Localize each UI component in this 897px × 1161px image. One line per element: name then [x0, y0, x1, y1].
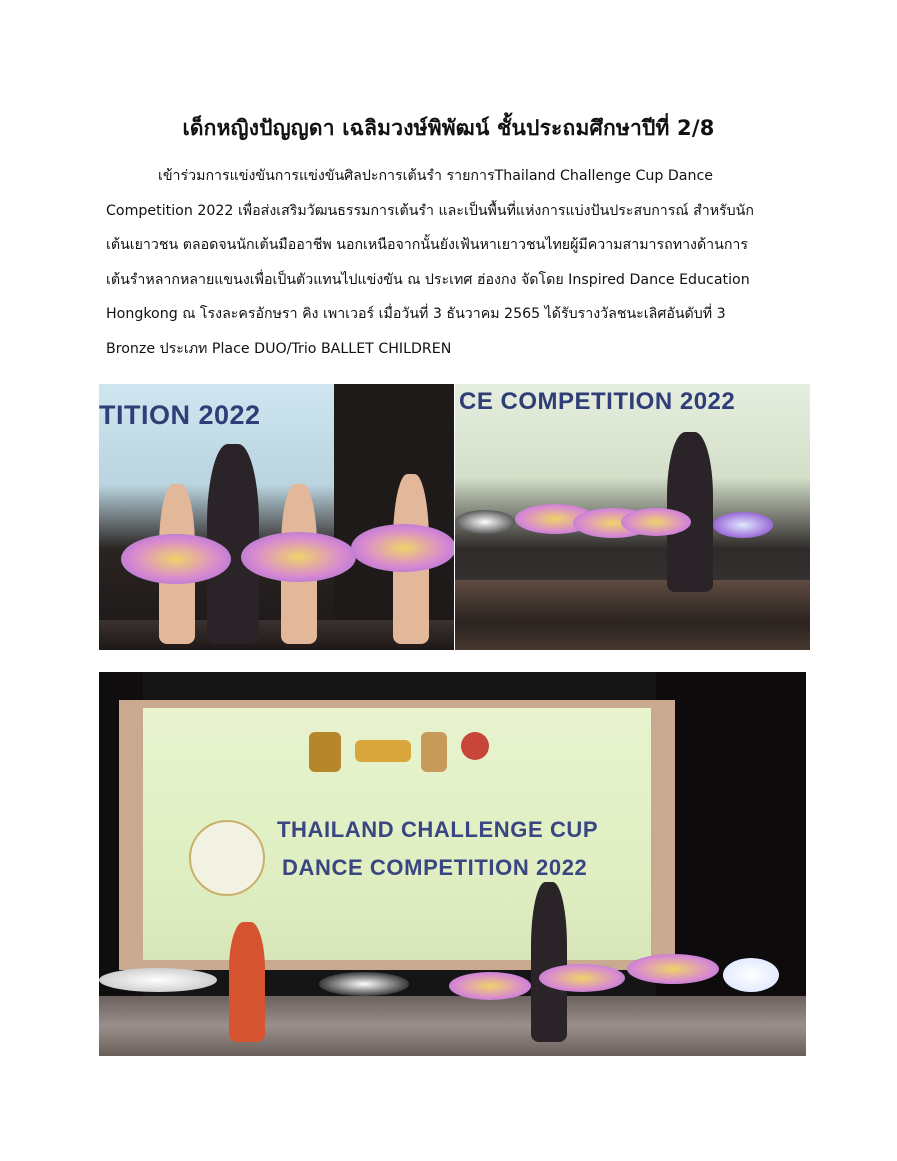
tutu — [351, 524, 454, 572]
ide-logo-icon — [461, 732, 489, 760]
tutu — [621, 508, 691, 536]
ministry-logo-icon — [355, 740, 411, 762]
emblem-logo-icon — [309, 732, 341, 772]
award-photo-3 — [99, 672, 806, 1056]
tutu — [99, 968, 217, 992]
paragraph-line: Bronze ประเภท Place DUO/Trio BALLET CHILDREN — [106, 340, 452, 357]
paragraph-line: เต้นเยาวชน ตลอดจนนักเต้นมืออาชีพ นอกเหนือจากนั้นยังเฟ้นหาเยาวชนไทยผู้มีความสามารถทางด้านการ — [106, 237, 749, 253]
performer-figure — [229, 922, 265, 1042]
presenter-figure — [531, 882, 567, 1042]
tutu — [627, 954, 719, 984]
paragraph-line: Competition 2022 เพื่อส่งเสริมวัฒนธรรมการเต้นรำ และเป็นพื้นที่แห่งการแบ่งปันประสบการณ์ สำหรับนัก — [106, 202, 754, 219]
paragraph-line: เต้นรำหลากหลายแขนงเพื่อเป็นตัวแทนไปแข่งขัน ณ ประเทศ ฮ่องกง จัดโดย Inspired Dance Education — [106, 271, 750, 288]
tutu — [121, 534, 231, 584]
tutu — [723, 958, 779, 992]
award-photo-1 — [99, 384, 454, 650]
document-title: เด็กหญิงปัญญดา เฉลิมวงษ์พิพัฒน์ ชั้นประถมศึกษาปีที่ 2/8 — [182, 116, 715, 140]
sponsor-logos — [309, 732, 509, 782]
tutu — [241, 532, 356, 582]
stage-floor — [99, 996, 806, 1056]
banner-text: TITION 2022 — [99, 400, 261, 430]
banner-text: CE COMPETITION 2022 — [459, 388, 736, 415]
tutu — [539, 964, 625, 992]
competition-emblem-icon — [189, 820, 265, 896]
tutu — [455, 510, 515, 534]
banner-title-line1: THAILAND CHALLENGE CUP — [277, 817, 599, 842]
tutu — [319, 972, 409, 996]
tutu — [449, 972, 531, 1000]
stage-floor — [455, 580, 810, 650]
award-photo-2 — [455, 384, 810, 650]
department-logo-icon — [421, 732, 447, 772]
paragraph-line: เข้าร่วมการแข่งขันการแข่งขันศิลปะการเต้นรำ รายการThailand Challenge Cup Dance — [158, 168, 714, 184]
tutu — [713, 512, 773, 538]
paragraph-line: Hongkong ณ โรงละครอักษรา คิง เพาเวอร์ เมื่อวันที่ 3 ธันวาคม 2565 ได้รับรางวัลชนะเลิศอันดับที่ 3 — [106, 306, 726, 322]
body-paragraph — [106, 159, 796, 366]
banner-title-line2: DANCE COMPETITION 2022 — [282, 855, 588, 880]
